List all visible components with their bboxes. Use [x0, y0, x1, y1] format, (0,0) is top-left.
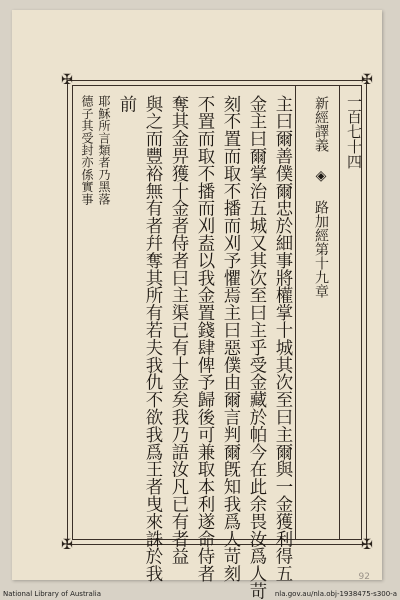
text-column: 金主曰爾掌治五城又其次至曰主乎受金藏於帕今在此余畏汝爲人苛: [246, 95, 266, 600]
text-column: 前: [116, 95, 136, 113]
running-header: 新經譯義 ◈ 路加經第十九章: [313, 96, 329, 298]
header-divider: [295, 85, 296, 540]
note-column: 德子其受封亦係實事: [80, 95, 94, 205]
page-mark: 92: [358, 572, 370, 582]
corner-ornament-icon: ✠: [361, 72, 373, 88]
text-column: 奪其金畀獲十金者侍者曰主渠已有十金矣我乃語汝凡已有者益: [168, 95, 188, 565]
text-column: 不置而取不播而刈盍以我金置錢肆俾予歸後可兼取本利遂命侍者: [194, 95, 214, 583]
note-column: 耶穌所言類者乃黑落: [97, 95, 111, 205]
corner-ornament-icon: ✠: [61, 72, 73, 88]
header-divider: [339, 85, 340, 540]
library-credit: National Library of Australia: [3, 590, 102, 598]
text-column: 與之而豐裕無有者幷奪其所有若夫我仇不欲我爲王者曳來誅於我: [142, 95, 162, 583]
text-column: 主曰爾善僕爾忠於細事將權掌十城其次至曰主爾與一金獲利得五: [272, 95, 292, 583]
text-column: 刻不置而取不播而刈予懼焉主曰惡僕由爾言判爾旣知我爲人苛刻: [220, 95, 240, 583]
corner-ornament-icon: ✠: [61, 537, 73, 553]
object-identifier: nla.gov.au/nla.obj-1938475-s300-a: [274, 590, 397, 598]
page-number: 一百七十四: [345, 94, 363, 169]
corner-ornament-icon: ✠: [361, 537, 373, 553]
